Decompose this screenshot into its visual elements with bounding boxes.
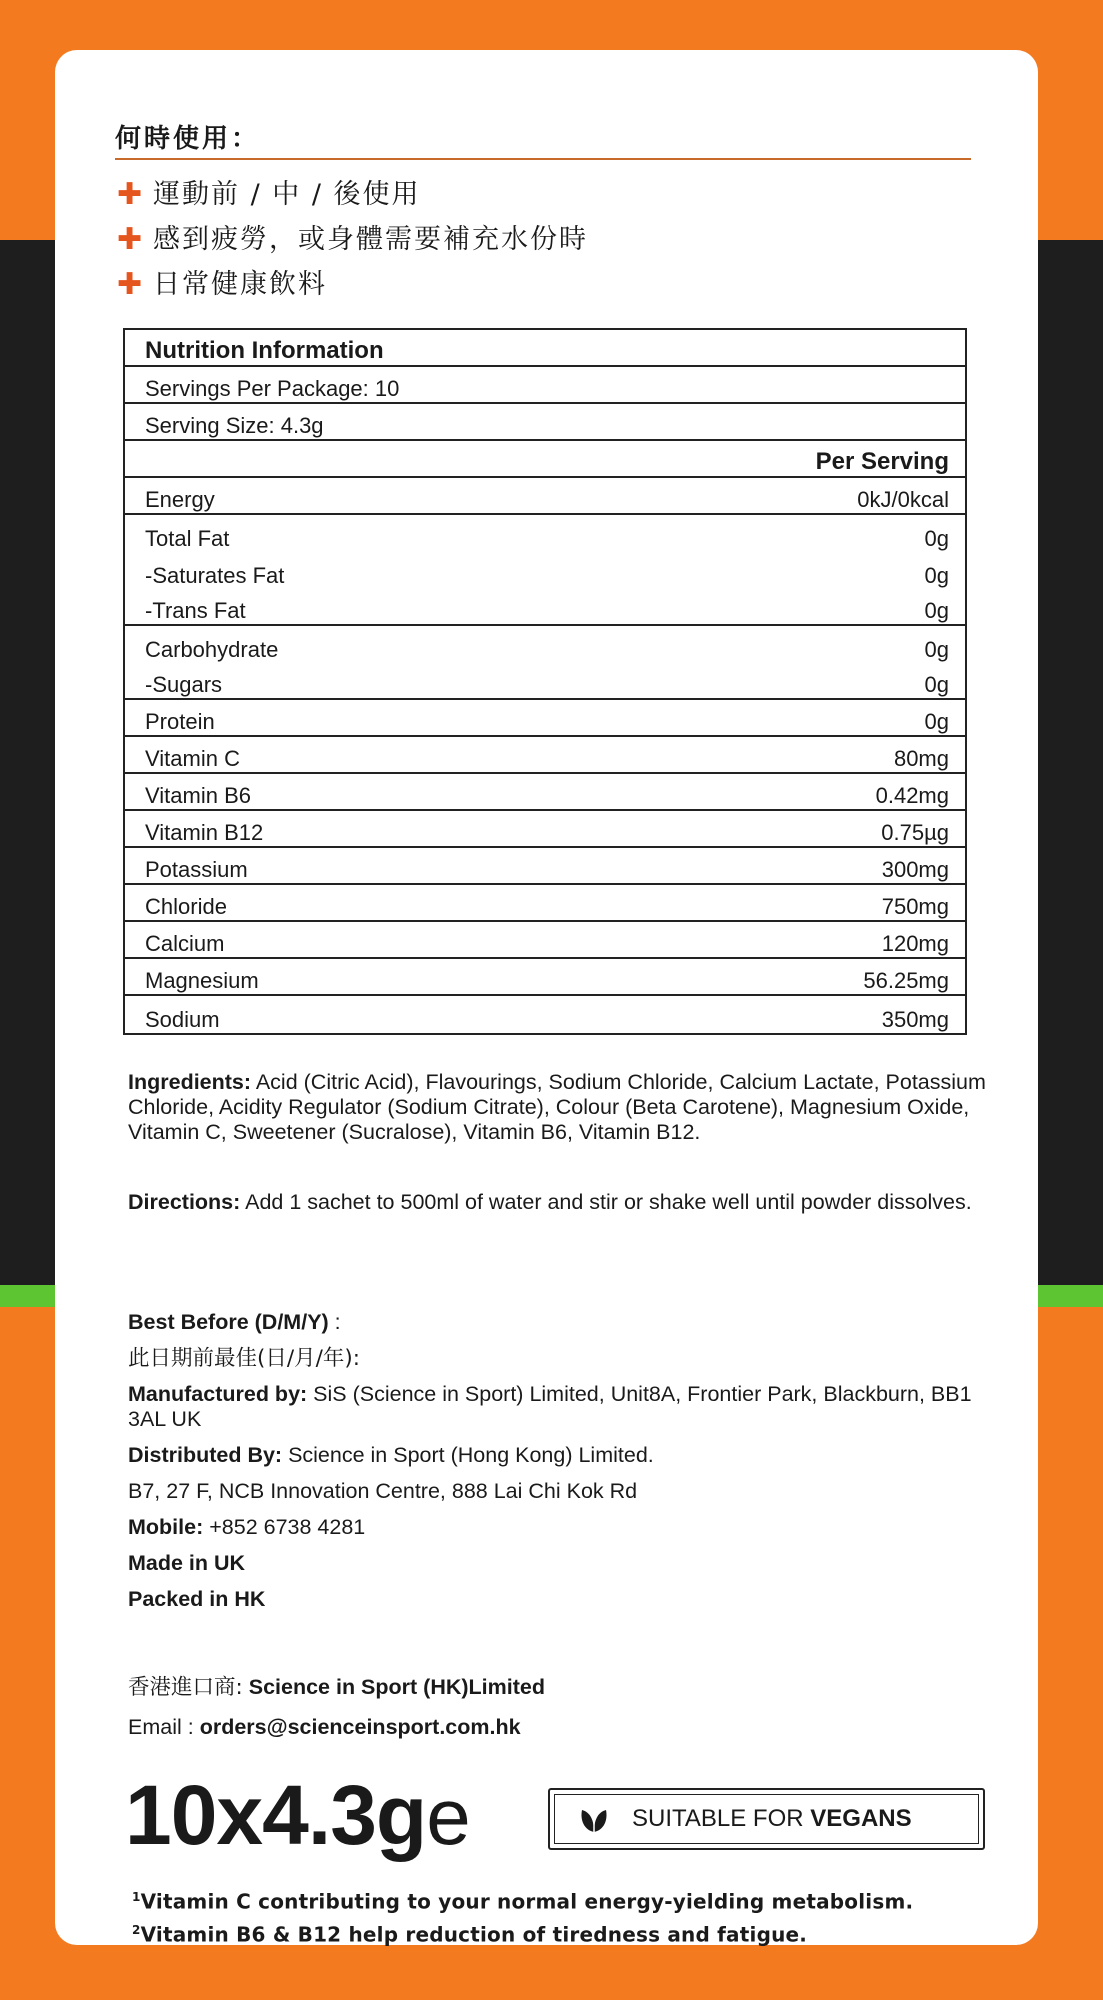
table-row: Calcium 120mg — [125, 922, 965, 959]
per-serving-header-row — [125, 441, 965, 478]
list-item: ✚ 日常健康飲料 — [117, 262, 588, 307]
table-row: -Sugars 0g — [125, 663, 965, 700]
table-row: -Saturates Fat 0g — [145, 563, 949, 588]
distributed-by: Distributed By: Science in Sport (Hong Kong) Limited. — [128, 1443, 654, 1467]
product-info — [128, 1310, 1008, 1623]
plus-icon: ✚ — [117, 267, 145, 302]
importer-text: Science in Sport (HK)Limited — [242, 1675, 545, 1699]
nutrition-table — [123, 328, 967, 1035]
directions-text: Add 1 sachet to 500ml of water and stir or shake well until powder dissolves. — [240, 1190, 972, 1214]
list-item: ✚ 感到疲勞，或身體需要補充水份時 — [117, 217, 588, 262]
leaf-icon — [578, 1804, 610, 1834]
list-item: ✚ 運動前 / 中 / 後使用 — [117, 172, 588, 217]
table-row: Chloride 750mg — [125, 885, 965, 922]
table-row: Vitamin B6 0.42mg — [125, 774, 965, 811]
best-before: Best Before (D/M/Y) : — [128, 1310, 341, 1334]
serving-size: Serving Size: 4.3g — [125, 404, 965, 441]
manufactured-by: Manufactured by: SiS (Science in Sport) Limited, Unit8A, Frontier Park, Blackburn, BB1 3AL UK — [128, 1382, 972, 1431]
when-to-use-title: 何時使用： — [115, 124, 261, 154]
pack-size: 10x4.3ge — [125, 1768, 470, 1862]
nutrition-title: Nutrition Information — [125, 330, 965, 367]
distributor-address: B7, 27 F, NCB Innovation Centre, 888 Lai Chi Kok Rd — [128, 1479, 638, 1503]
servings-per-package: Servings Per Package: 10 — [125, 367, 965, 404]
table-row: Protein 0g — [125, 700, 965, 737]
mobile: Mobile: +852 6738 4281 — [128, 1515, 366, 1539]
ingredients-text: Acid (Citric Acid), Flavourings, Sodium Chloride, Calcium Lactate, Potassium Chloride, Acidity Regulator (Sodium Citrate), Colour (Beta Carotene), Magnesium Oxide, Vitamin C, Sweetener (Sucralose), Vitamin B6, Vitamin B12. — [128, 1070, 986, 1144]
importer-label: 香港進口商: — [128, 1675, 243, 1700]
hk-importer — [128, 1670, 545, 1754]
footnote: $^2$Vitamin B6 & B12 help reduction of tiredness and fatigue. — [132, 1922, 808, 1947]
footnote: $^1$Vitamin C contributing to your normal energy-yielding metabolism. — [132, 1889, 914, 1914]
packed-in: Packed in HK — [128, 1587, 266, 1611]
table-row: Vitamin B12 0.75µg — [125, 811, 965, 848]
table-row: Total Fat 0g — [145, 526, 949, 551]
table-row: Magnesium 56.25mg — [125, 959, 965, 996]
directions — [128, 1190, 988, 1215]
ingredients — [128, 1070, 988, 1145]
directions-label: Directions: — [128, 1190, 241, 1214]
email-label: Email : — [128, 1715, 200, 1739]
table-row: Potassium 300mg — [125, 848, 965, 885]
table-row: -Trans Fat 0g — [125, 589, 965, 626]
footnotes — [132, 1883, 913, 1948]
email-address: orders@scienceinsport.com.hk — [199, 1715, 521, 1739]
estimated-sign: e — [426, 1772, 470, 1861]
best-before-cn: 此日期前最佳(日/月/年): — [128, 1346, 361, 1371]
label-panel — [55, 50, 1038, 1945]
ingredients-label: Ingredients: — [128, 1070, 252, 1094]
vegan-badge-text: SUITABLE FOR VEGANS — [632, 1805, 912, 1832]
made-in: Made in UK — [128, 1551, 246, 1575]
table-row: Vitamin C 80mg — [125, 737, 965, 774]
when-to-use-list — [117, 172, 588, 307]
table-row: Sodium 350mg — [145, 1007, 949, 1032]
table-row: Carbohydrate 0g — [145, 637, 949, 662]
plus-icon: ✚ — [117, 222, 145, 257]
table-row: Energy 0kJ/0kcal — [125, 478, 965, 515]
plus-icon: ✚ — [117, 177, 145, 212]
vegan-badge — [548, 1788, 985, 1850]
per-serving-header: Per Serving — [815, 448, 949, 475]
divider — [115, 158, 971, 160]
